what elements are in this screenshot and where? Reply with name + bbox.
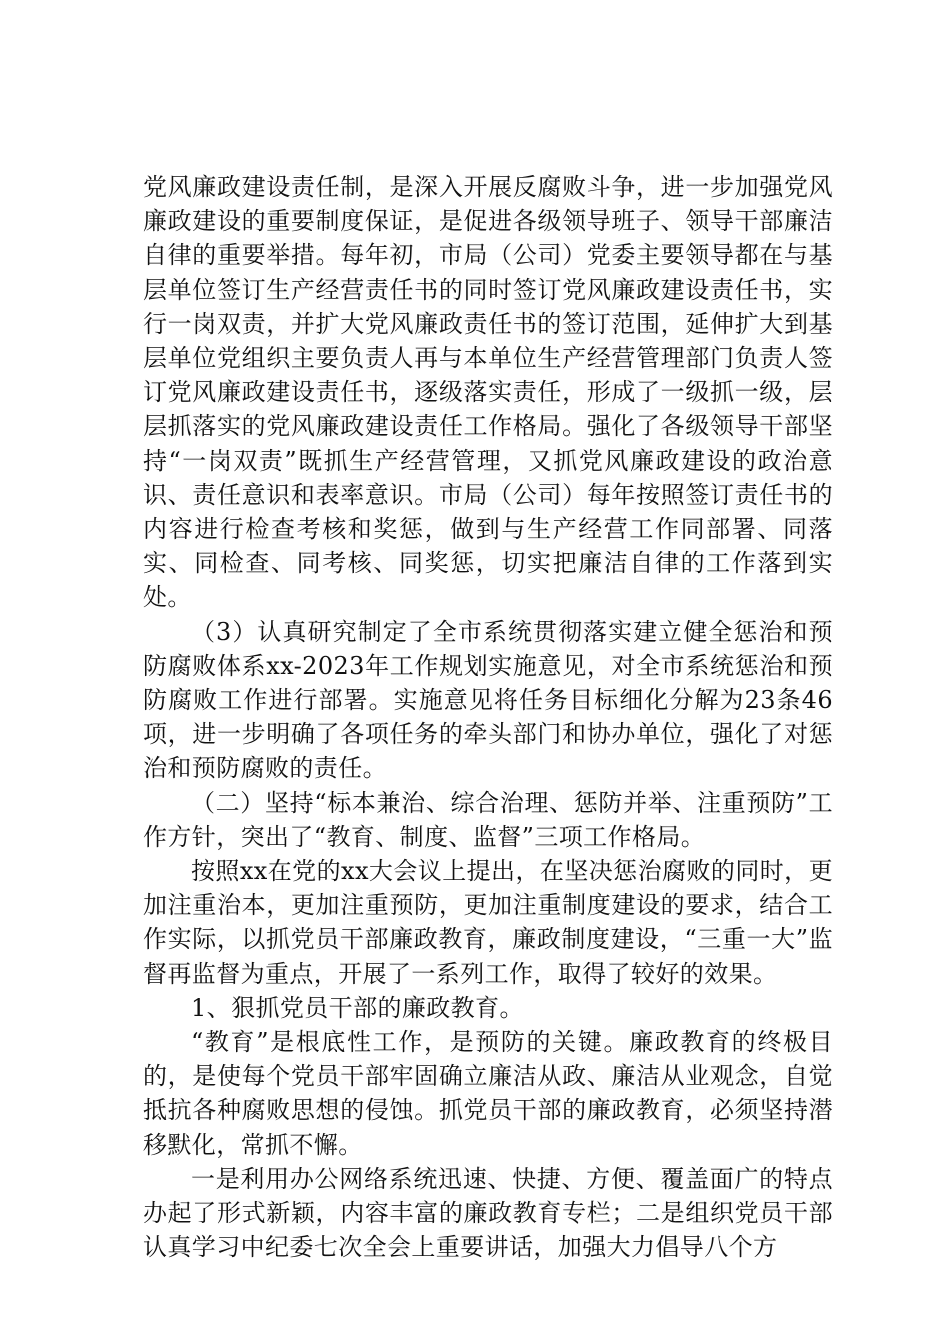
paragraph-subheading-education: 1、狠抓党员干部的廉政教育。 xyxy=(191,993,524,1022)
paragraph-guidelines: 按照xx在党的xx大会议上提出，在坚决惩治腐败的同时，更加注重治本，更加注重预防，更加注重制度建设的要求，结合工作实际，以抓党员干部廉政教育，廉政制度建设，“三重一大”监督再监督为重点，开展了一系列工作，取得了较好的效果。 xyxy=(143,857,833,988)
paragraph-work-plan: （3）认真研究制定了全市系统贯彻落实建立健全惩治和预防腐败体系xx-2023年工作规划实施意见，对全市系统惩治和预防腐败工作进行部署。实施意见将任务目标细化分解为23条46项，进一步明确了各项任务的牵头部门和协办单位，强化了对惩治和预防腐败的责任。 xyxy=(143,617,833,783)
paragraph-responsibility-system: 党风廉政建设责任制，是深入开展反腐败斗争，进一步加强党风廉政建设的重要制度保证，是促进各级领导班子、领导干部廉洁自律的重要举措。每年初，市局（公司）党委主要领导都在与基层单位签订生产经营责任书的同时签订党风廉政建设责任书，实行一岗双责，并扩大党风廉政责任书的签订范围，延伸扩大到基层单位党组织主要负责人再与本单位生产经营管理部门负责人签订党风廉政建设责任书，逐级落实责任，形成了一级抓一级，层层抓落实的党风廉政建设责任工作格局。强化了各级领导干部坚持“一岗双责”既抓生产经营管理，又抓党风廉政建设的政治意识、责任意识和表率意识。市局（公司）每年按照签订责任书的内容进行检查考核和奖惩，做到与生产经营工作同部署、同落实、同检查、同考核、同奖惩，切实把廉洁自律的工作落到实处。 xyxy=(143,173,833,612)
paragraph-education-importance: “教育”是根底性工作，是预防的关键。廉政教育的终极目的，是使每个党员干部牢固确立廉洁从政、廉洁从业观念，自觉抵抗各种腐败思想的侵蚀。抓党员干部的廉政教育，必须坚持潜移默化，常抓不懈。 xyxy=(143,1028,833,1159)
paragraph-section-heading-two: （二）坚持“标本兼治、综合治理、惩防并举、注重预防”工作方针，突出了“教育、制度、监督”三项工作格局。 xyxy=(143,788,833,851)
paragraph-education-measures: 一是利用办公网络系统迅速、快捷、方便、覆盖面广的特点办起了形式新颖，内容丰富的廉政教育专栏；二是组织党员干部认真学习中纪委七次全会上重要讲话，加强大力倡导八个方 xyxy=(143,1164,833,1262)
document-body xyxy=(143,170,833,1265)
